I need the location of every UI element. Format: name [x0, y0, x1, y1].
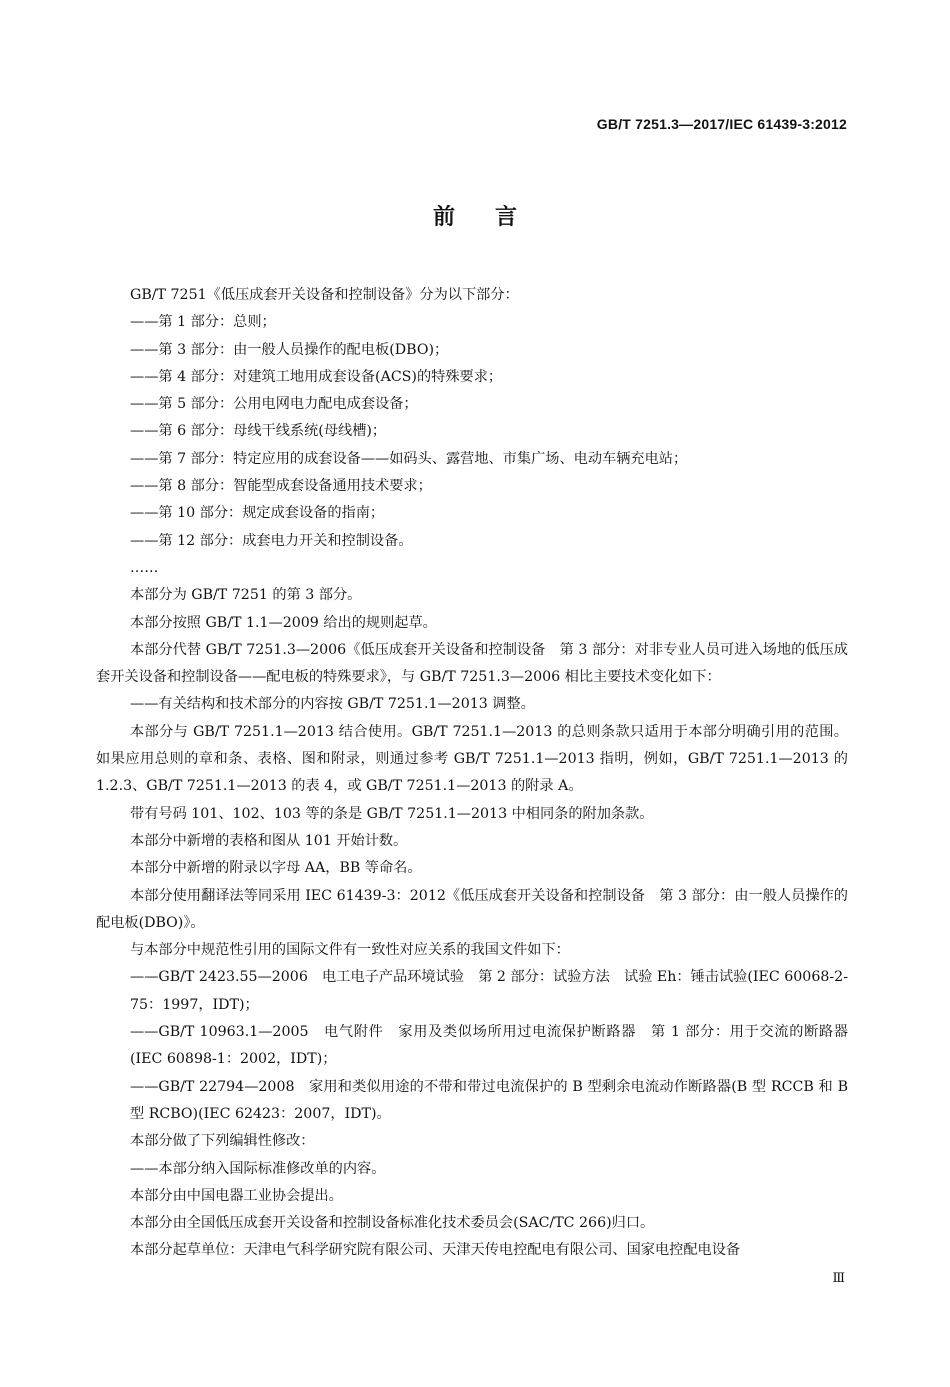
list-item: ——第 6 部分：母线干线系统(母线槽)；: [130, 423, 387, 440]
list-item: ——第 7 部分：特定应用的成套设备——如码头、露营地、市集广场、电动车辆充电站；: [130, 450, 688, 467]
paragraph: GB/T 7251《低压成套开关设备和控制设备》分为以下部分：: [130, 287, 519, 303]
paragraph: 本部分起草单位：天津电气科学研究院有限公司、天津天传电控配电有限公司、国家电控配电设备: [130, 1242, 741, 1259]
paragraph: 带有号码 101、102、103 等的条是 GB/T 7251.1—2013 中相同条的附加条款。: [130, 805, 654, 822]
list-item: ——第 4 部分：对建筑工地用成套设备(ACS)的特殊要求；: [130, 368, 503, 385]
paragraph: 本部分为 GB/T 7251 的第 3 部分。: [130, 587, 362, 604]
list-item: ——有关结构和技术部分的内容按 GB/T 7251.1—2013 调整。: [130, 696, 535, 713]
paragraph: 本部分由中国电器工业协会提出。: [130, 1187, 343, 1204]
list-item: ——第 12 部分：成套电力开关和控制设备。: [130, 532, 413, 549]
paragraph: 本部分中新增的附录以字母 AA，BB 等命名。: [130, 860, 422, 877]
paragraph: 本部分按照 GB/T 1.1—2009 给出的规则起草。: [130, 614, 437, 631]
paragraph: 本部分做了下列编辑性修改：: [130, 1133, 315, 1150]
body-text: [96, 282, 848, 1265]
paragraph: 本部分中新增的表格和图从 101 开始计数。: [130, 832, 408, 849]
list-item: ——第 5 部分：公用电网电力配电成套设备；: [130, 396, 418, 413]
document-number-header: GB/T 7251.3—2017/IEC 61439-3:2012: [596, 116, 847, 132]
page-number: Ⅲ: [832, 1271, 845, 1286]
paragraph: 本部分由全国低压成套开关设备和控制设备标准化技术委员会(SAC/TC 266)归口。: [130, 1215, 655, 1232]
reference-item: ——GB/T 22794—2008 家用和类似用途的不带和带过电流保护的 B 型剩余电流动作断路器(B 型 RCCB 和 B 型 RCBO)(IEC 62423：2007，IDT)。: [130, 1078, 848, 1122]
ellipsis: ……: [130, 559, 159, 576]
paragraph: 本部分与 GB/T 7251.1—2013 结合使用。GB/T 7251.1—2013 的总则条款只适用于本部分明确引用的范围。如果应用总则的章和条、表格、图和附录，则通过参考 GB/T 7251.1—2013 指明，例如，GB/T 7251.1—2013 的 1.2.3、GB/T 7251.1—2013 的表 4，或 GB/T 7251.1—2013 的附录 A。: [96, 723, 848, 795]
list-item: ——第 1 部分：总则；: [130, 314, 276, 331]
paragraph: 本部分代替 GB/T 7251.3—2006《低压成套开关设备和控制设备 第 3 部分：对非专业人员可进入场地的低压成套开关设备和控制设备——配电板的特殊要求》，与 GB/T 7251.3—2006 相比主要技术变化如下：: [96, 641, 848, 686]
paragraph: 与本部分中规范性引用的国际文件有一致性对应关系的我国文件如下：: [130, 942, 570, 959]
list-item: ——第 8 部分：智能型成套设备通用技术要求；: [130, 478, 432, 495]
reference-item: ——GB/T 10963.1—2005 电气附件 家用及类似场所用过电流保护断路器 第 1 部分：用于交流的断路器(IEC 60898-1：2002，IDT)；: [130, 1024, 848, 1068]
list-item: ——第 10 部分：规定成套设备的指南；: [130, 505, 385, 522]
list-item: ——第 3 部分：由一般人员操作的配电板(DBO)；: [130, 341, 449, 358]
paragraph: 本部分使用翻译法等同采用 IEC 61439-3：2012《低压成套开关设备和控制设备 第 3 部分：由一般人员操作的配电板(DBO)》。: [96, 887, 848, 931]
reference-item: ——GB/T 2423.55—2006 电工电子产品环境试验 第 2 部分：试验方法 试验 Eh：锤击试验(IEC 60068-2-75：1997，IDT)；: [130, 969, 848, 1013]
page-title: 前言: [432, 205, 557, 230]
list-item: ——本部分纳入国际标准修改单的内容。: [130, 1160, 386, 1177]
